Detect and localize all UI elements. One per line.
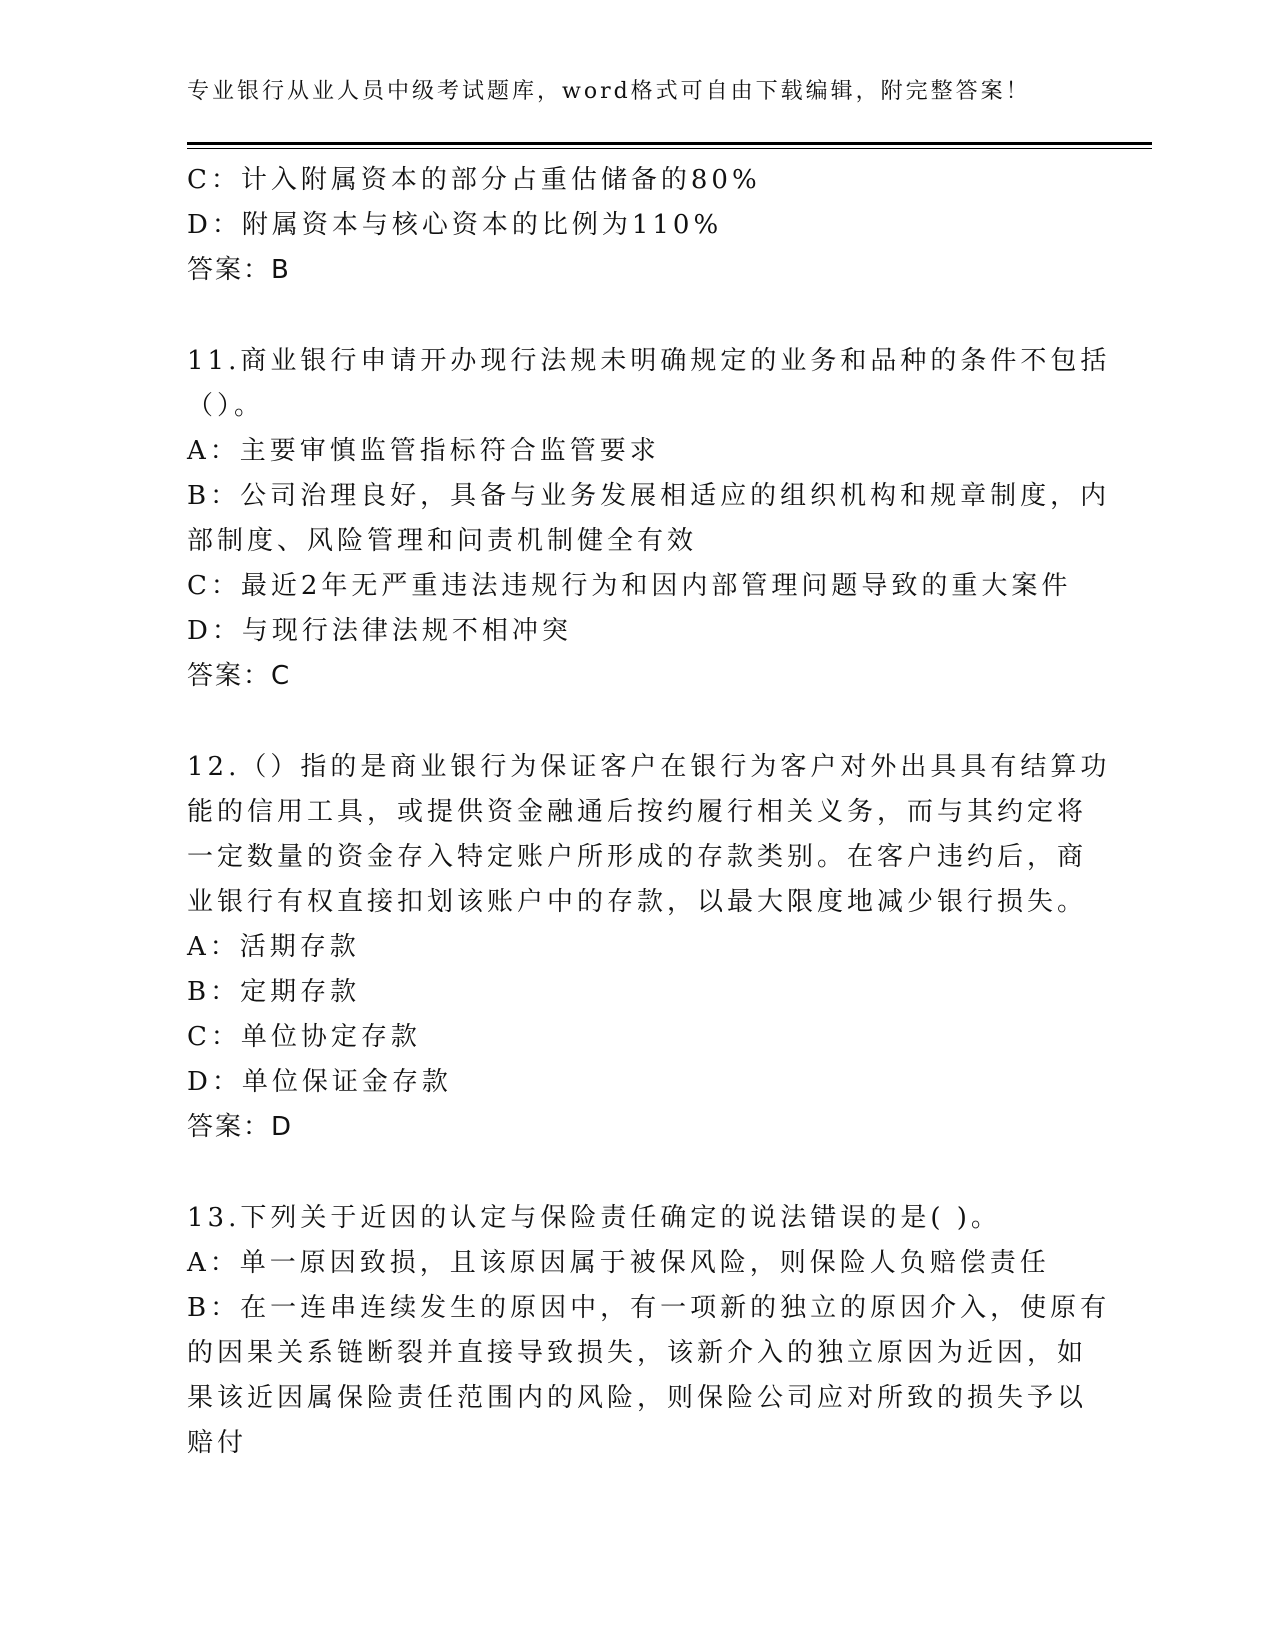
- spacer: [187, 293, 1087, 339]
- option-b-continued: 赔付: [187, 1428, 248, 1458]
- option-d: D：单位保证金存款: [187, 1067, 452, 1097]
- option-b: B：在一连串连续发生的原因中，有一项新的独立的原因介入，使原有: [187, 1293, 1111, 1323]
- option-b: B：定期存款: [187, 977, 361, 1007]
- question-stem-line: 11.商业银行申请开办现行法规未明确规定的业务和品种的条件不包括: [187, 346, 1111, 376]
- option-d: D：附属资本与核心资本的比例为110%: [187, 210, 723, 240]
- spacer: [187, 1150, 1087, 1196]
- option-b: B：公司治理良好，具备与业务发展相适应的组织机构和规章制度，内: [187, 481, 1111, 511]
- option-b-continued: 的因果关系链断裂并直接导致损失，该新介入的独立原因为近因，如: [187, 1338, 1088, 1368]
- option-c: C：最近2年无严重违法违规行为和因内部管理问题导致的重大案件: [187, 571, 1072, 601]
- spacer: [187, 699, 1087, 745]
- page-header-title: 专业银行从业人员中级考试题库，word格式可自由下载编辑，附完整答案！: [187, 79, 1031, 104]
- question-stem-line: 能的信用工具，或提供资金融通后按约履行相关义务，而与其约定将: [187, 797, 1088, 827]
- option-b-continued: 部制度、风险管理和问责机制健全有效: [187, 526, 698, 556]
- question-13: [187, 1196, 1111, 1466]
- question-stem-line: （）。: [187, 391, 265, 421]
- option-c: C：单位协定存款: [187, 1022, 421, 1052]
- question-content: [187, 158, 1111, 1466]
- option-a: A：单一原因致损，且该原因属于被保风险，则保险人负赔偿责任: [187, 1248, 1050, 1278]
- question-stem-line: 业银行有权直接扣划该账户中的存款，以最大限度地减少银行损失。: [187, 887, 1088, 917]
- question-stem-line: 12.（）指的是商业银行为保证客户在银行为客户对外出具具有结算功: [187, 752, 1111, 782]
- question-stem-line: 一定数量的资金存入特定账户所形成的存款类别。在客户违约后，商: [187, 842, 1088, 872]
- option-a: A：主要审慎监管指标符合监管要求: [187, 436, 660, 466]
- header-rule-thick: [187, 142, 1152, 145]
- option-a: A：活期存款: [187, 932, 360, 962]
- option-c: C：计入附属资本的部分占重估储备的80%: [187, 165, 761, 195]
- answer-label: 答案：D: [187, 1112, 294, 1142]
- header-rule-thin: [187, 148, 1152, 149]
- answer-label: 答案：B: [187, 255, 291, 285]
- question-10-tail: [187, 158, 1087, 293]
- question-11: [187, 339, 1111, 699]
- answer-label: 答案：C: [187, 661, 292, 691]
- question-stem-line: 13.下列关于近因的认定与保险责任确定的说法错误的是( )。: [187, 1203, 1001, 1233]
- option-d: D：与现行法律法规不相冲突: [187, 616, 572, 646]
- option-b-continued: 果该近因属保险责任范围内的风险，则保险公司应对所致的损失予以: [187, 1383, 1088, 1413]
- question-12: [187, 745, 1111, 1150]
